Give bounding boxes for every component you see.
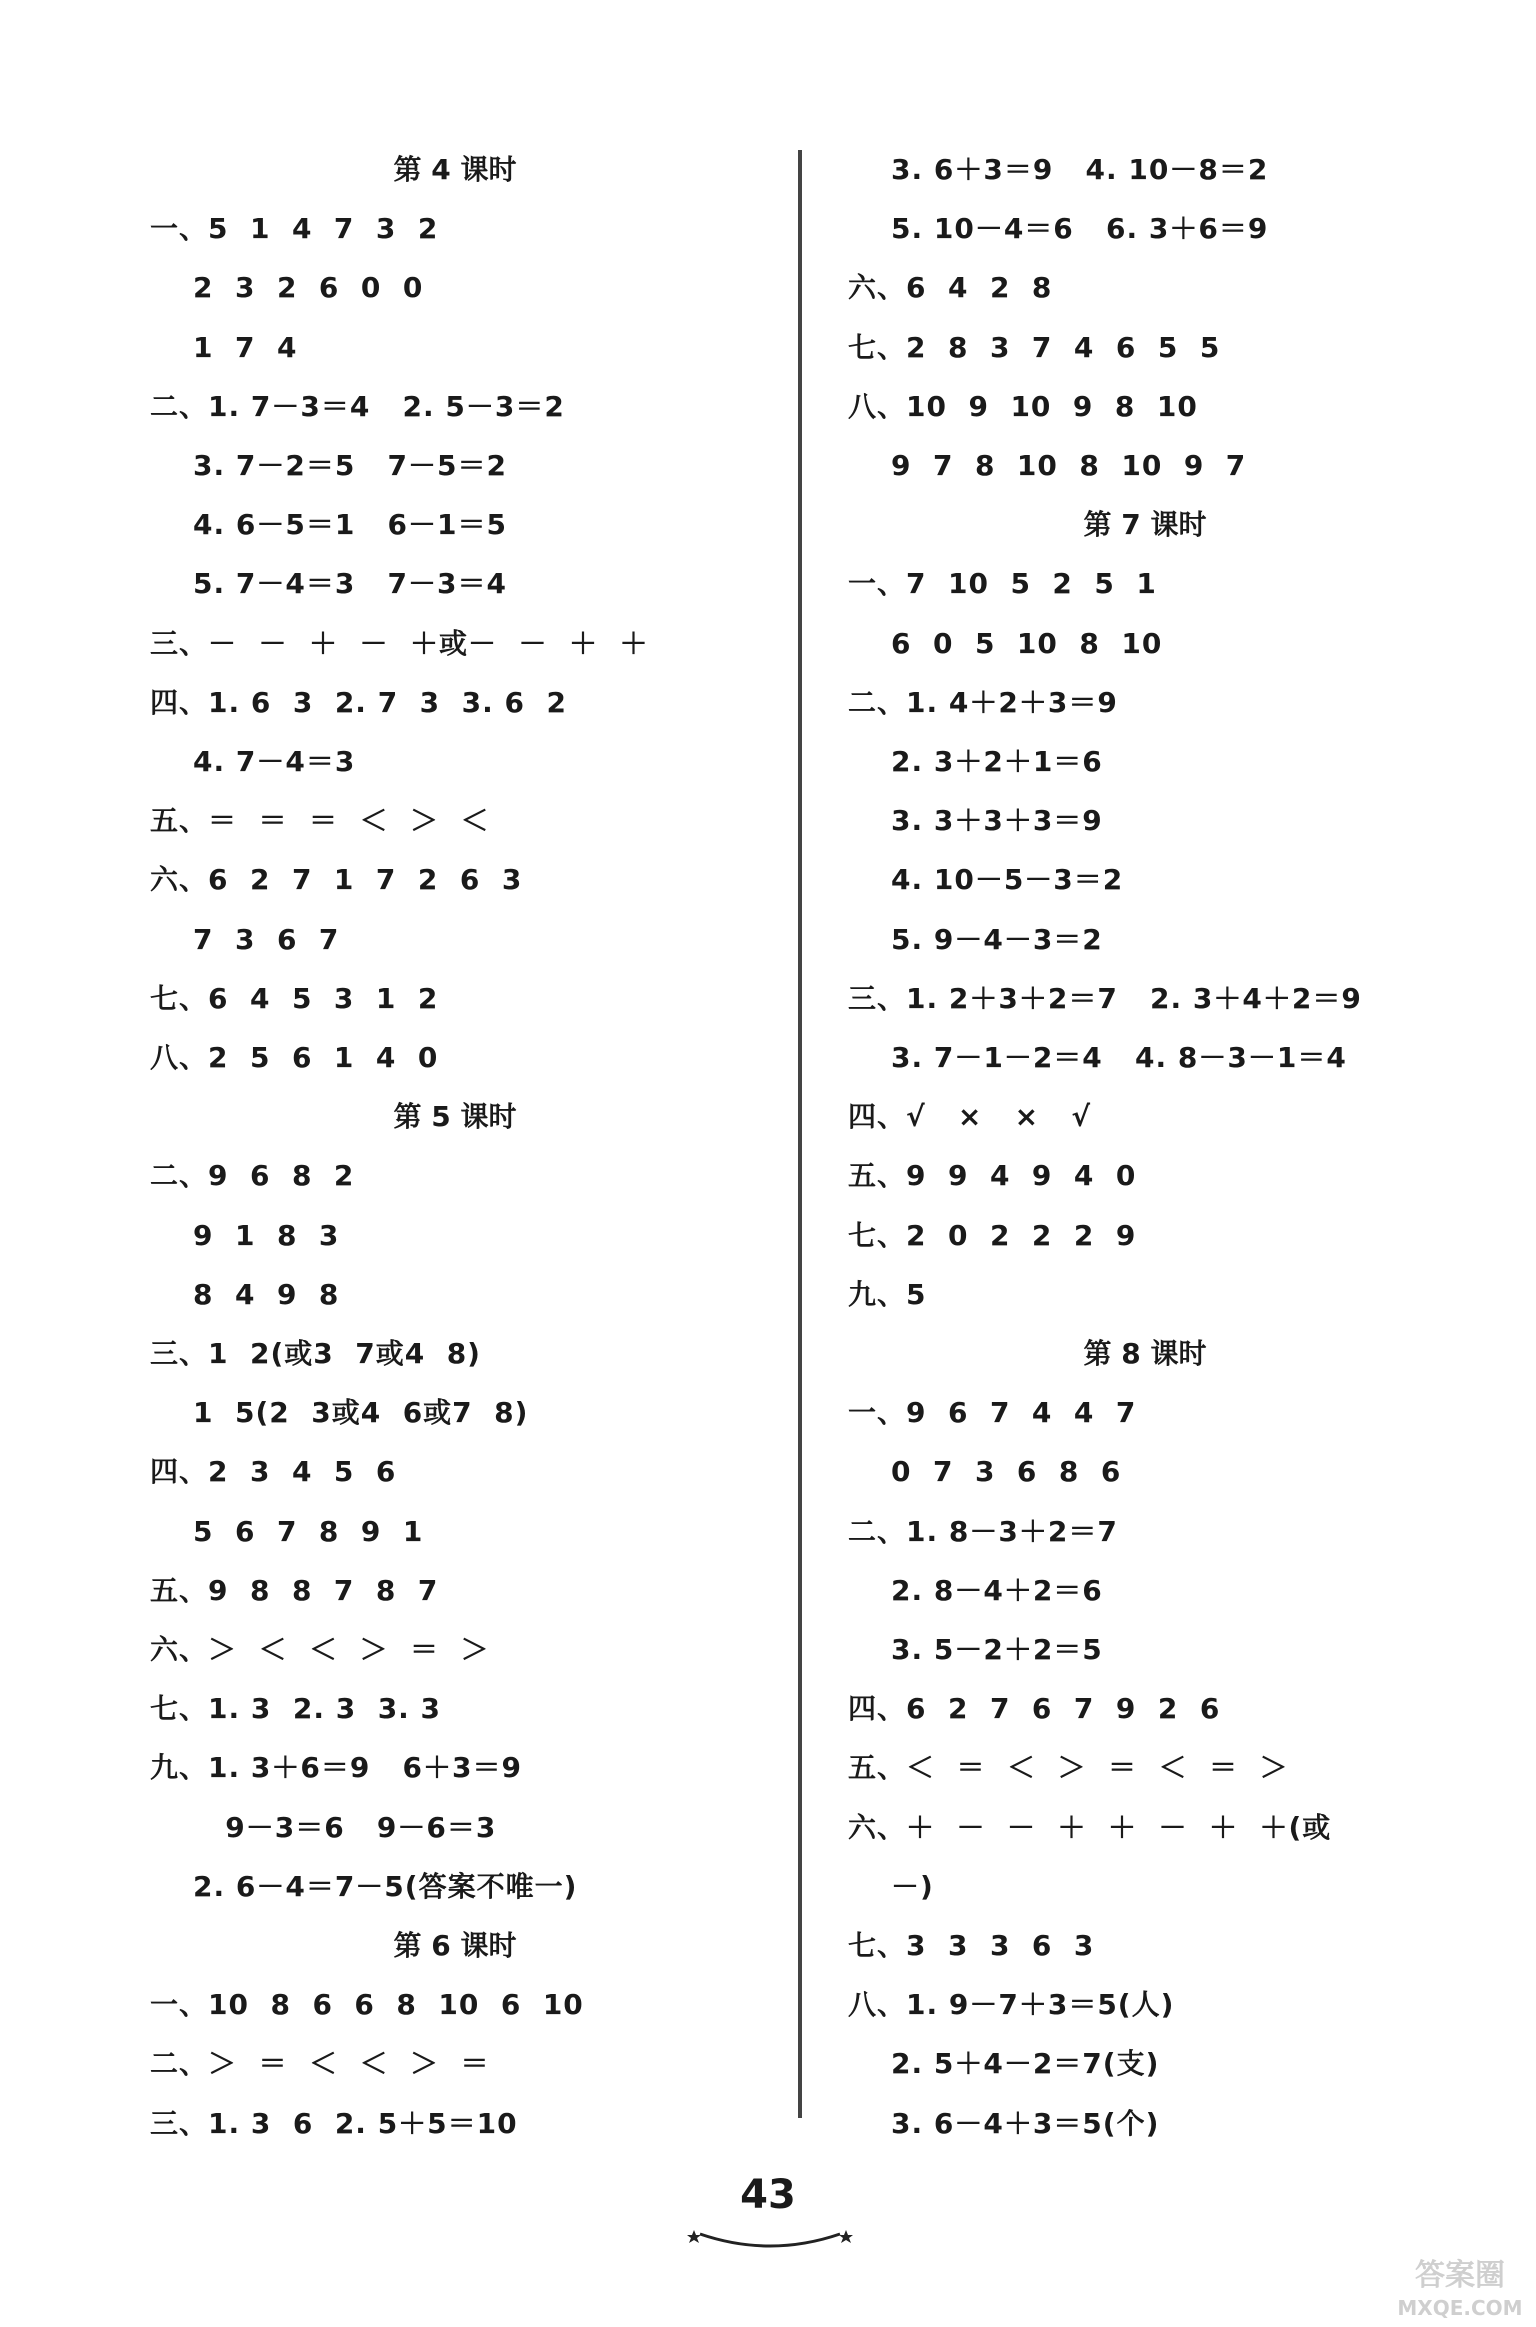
answer-line: 九、5	[848, 1277, 927, 1311]
answer-line: 7 3 6 7	[150, 922, 340, 956]
answer-line: 七、1. 3 2. 3 3. 3	[150, 1692, 442, 1726]
answer-line: 七、6 4 5 3 1 2	[150, 981, 439, 1015]
answer-line: 六、6 2 7 1 7 2 6 3	[150, 863, 523, 897]
answer-line: 1 7 4	[150, 330, 298, 364]
answer-line: 五、9 8 8 7 8 7	[150, 1573, 439, 1607]
answer-line: 1 5(2 3或4 6或7 8)	[150, 1396, 529, 1430]
answer-line: －)	[848, 1869, 934, 1903]
lesson-heading: 第 7 课时	[1083, 508, 1207, 542]
answer-line: 4. 10－5－3＝2	[848, 863, 1124, 897]
answer-line: 七、2 0 2 2 2 9	[848, 1218, 1137, 1252]
answer-line: 五、＝ ＝ ＝ ＜ ＞ ＜	[150, 804, 490, 838]
answer-line: 3. 6－4＋3＝5(个)	[848, 2106, 1160, 2140]
answer-line: 9 7 8 10 8 10 9 7	[848, 449, 1247, 482]
answer-line: 二、＞ ＝ ＜ ＜ ＞ ＝	[150, 2047, 490, 2081]
page-number-ornament	[680, 2218, 860, 2258]
answer-line: 四、1. 6 3 2. 7 3 3. 6 2	[150, 685, 567, 719]
answer-line: 5. 10－4＝6 6. 3＋6＝9	[848, 212, 1269, 246]
answer-line: 二、1. 4＋2＋3＝9	[848, 685, 1118, 719]
answer-line: 5 6 7 8 9 1	[150, 1514, 424, 1548]
answer-line: 四、√ × × √	[848, 1100, 1092, 1134]
answer-line: 一、10 8 6 6 8 10 6 10	[150, 1988, 584, 2022]
answer-line: 3. 5－2＋2＝5	[848, 1633, 1103, 1666]
answer-line: 七、3 3 3 6 3	[848, 1929, 1095, 1962]
answer-line: 9－3＝6 9－6＝3	[150, 1810, 497, 1844]
answer-line: 8 4 9 8	[150, 1277, 340, 1311]
answer-line: 二、1. 8－3＋2＝7	[848, 1514, 1118, 1548]
answer-line: 三、－ － ＋ － ＋或－ － ＋ ＋	[150, 626, 649, 660]
answer-line: 二、1. 7－3＝4 2. 5－3＝2	[150, 389, 565, 423]
answer-line: 二、9 6 8 2	[150, 1159, 355, 1193]
answer-line: 六、＞ ＜ ＜ ＞ ＝ ＞	[150, 1633, 490, 1666]
answer-line: 一、5 1 4 7 3 2	[150, 212, 439, 246]
answer-line: 6 0 5 10 8 10	[848, 626, 1163, 660]
answer-line: 5. 7－4＝3 7－3＝4	[150, 567, 507, 601]
lesson-heading: 第 8 课时	[1083, 1337, 1207, 1370]
answer-line: 八、2 5 6 1 4 0	[150, 1041, 439, 1074]
answer-line: 七、2 8 3 7 4 6 5 5	[848, 330, 1221, 364]
answer-line: 5. 9－4－3＝2	[848, 922, 1103, 956]
answer-line: 五、＜ ＝ ＜ ＞ ＝ ＜ ＝ ＞	[848, 1751, 1289, 1785]
answer-line: 三、1 2(或3 7或4 8)	[150, 1337, 481, 1370]
answer-line: 四、6 2 7 6 7 9 2 6	[848, 1692, 1221, 1726]
answer-line: 3. 3＋3＋3＝9	[848, 804, 1103, 838]
watermark-logo	[1385, 2245, 1535, 2325]
answer-line: 八、10 9 10 9 8 10	[848, 389, 1198, 423]
answer-line: 五、9 9 4 9 4 0	[848, 1159, 1137, 1193]
answer-line: 一、9 6 7 4 4 7	[848, 1396, 1137, 1430]
lesson-heading: 第 4 课时	[393, 153, 517, 186]
answer-line: 六、6 4 2 8	[848, 271, 1053, 305]
answer-line: 三、1. 2＋3＋2＝7 2. 3＋4＋2＝9	[848, 981, 1362, 1015]
answer-line: 一、7 10 5 2 5 1	[848, 567, 1157, 601]
answer-line: 2 3 2 6 0 0	[150, 271, 424, 305]
lesson-heading: 第 6 课时	[393, 1929, 517, 1962]
watermark-url: MXQE.COM	[1397, 2296, 1523, 2320]
answer-line: 九、1. 3＋6＝9 6＋3＝9	[150, 1751, 523, 1785]
answer-line: 3. 7－2＝5 7－5＝2	[150, 449, 507, 482]
answer-line: 4. 7－4＝3	[150, 745, 356, 778]
page-number: 43	[740, 2172, 796, 2218]
answer-line: 2. 5＋4－2＝7(支)	[848, 2047, 1160, 2081]
answer-line: 4. 6－5＝1 6－1＝5	[150, 508, 507, 542]
answer-line: 八、1. 9－7＋3＝5(人)	[848, 1988, 1175, 2022]
answer-line: 2. 8－4＋2＝6	[848, 1573, 1103, 1607]
answer-line: 2. 3＋2＋1＝6	[848, 745, 1103, 778]
answer-line: 3. 6＋3＝9 4. 10－8＝2	[848, 153, 1269, 186]
watermark-text: 答案圈	[1415, 2258, 1505, 2293]
answer-line: 六、＋ － － ＋ ＋ － ＋ ＋(或	[848, 1810, 1332, 1844]
answer-line: 四、2 3 4 5 6	[150, 1455, 397, 1489]
answer-line: 2. 6－4＝7－5(答案不唯一)	[150, 1869, 578, 1903]
answer-line: 0 7 3 6 8 6	[848, 1455, 1122, 1489]
answer-line: 9 1 8 3	[150, 1218, 340, 1252]
column-divider	[798, 150, 802, 2118]
answer-line: 三、1. 3 6 2. 5＋5＝10	[150, 2106, 518, 2140]
lesson-heading: 第 5 课时	[393, 1100, 517, 1134]
answer-line: 3. 7－1－2＝4 4. 8－3－1＝4	[848, 1041, 1347, 1074]
